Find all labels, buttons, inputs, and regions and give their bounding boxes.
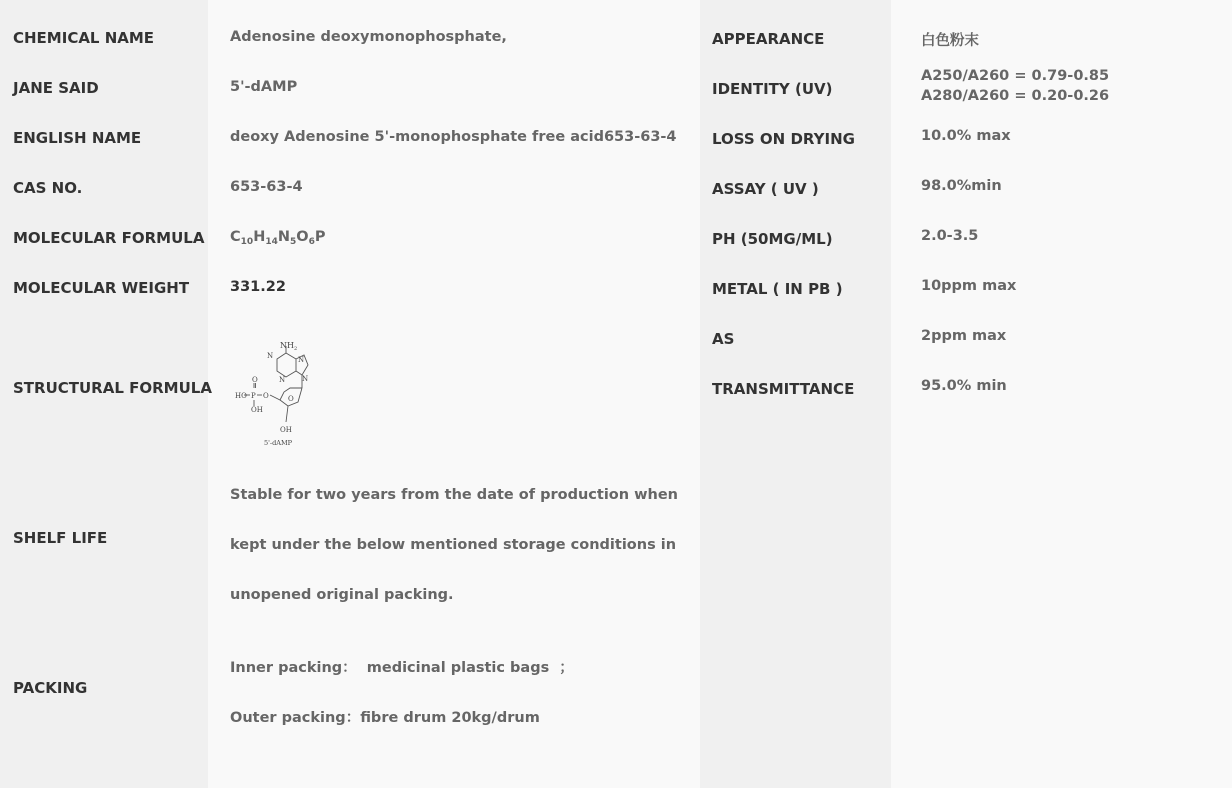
shelf-life-label: SHELF LIFE [13, 529, 108, 547]
jane-said-value: 5'-dAMP [230, 79, 298, 95]
shelf-life-value: Stable for two years from the date of production when kept under the below mentioned storage conditions in unopened original packing. [230, 487, 679, 603]
outer-packing-value: Outer packing：fibre drum 20kg/drum [230, 710, 540, 726]
molecular-formula-label: MOLECULAR FORMULA [13, 229, 205, 247]
appearance-label: APPEARANCE [712, 30, 825, 48]
structure-p-text: P [251, 392, 256, 400]
structure-oh1-text: OH [251, 406, 263, 414]
identity-line-2: A280/A260 = 0.20-0.26 [921, 88, 1110, 104]
cas-no-value: 653-63-4 [230, 179, 303, 195]
molecular-weight-value: 331.22 [230, 279, 286, 295]
metal-label: METAL ( IN PB ) [712, 280, 843, 298]
identity-line-1: A250/A260 = 0.79-0.85 [921, 68, 1110, 84]
chemical-name-value: Adenosine deoxymonophosphate, [230, 29, 507, 45]
right-value-column [891, 0, 1232, 788]
structure-n4-text: N [302, 375, 309, 383]
structure-n1-text: N [267, 352, 274, 360]
structure-double-o-text: O [252, 376, 258, 384]
assay-label: ASSAY ( UV ) [712, 180, 819, 198]
structure-n3-text: N [279, 376, 286, 384]
identity-label: IDENTITY (UV) [712, 80, 833, 98]
cas-no-label: CAS NO. [13, 179, 83, 197]
assay-value: 98.0%min [921, 178, 1002, 194]
structure-n2-text: N [298, 356, 305, 364]
molecular-formula-value: $C_{10}H_{14}N_5O_6P$ [230, 229, 326, 247]
transmittance-value: 95.0% min [921, 378, 1007, 394]
loss-on-drying-label: LOSS ON DRYING [712, 130, 855, 148]
structure-ring-o-text: O [288, 395, 294, 403]
packing-label: PACKING [13, 679, 88, 697]
structure-nh2-text: $NH_2$ [280, 341, 298, 352]
jane-said-label: JANE SAID [13, 79, 99, 97]
english-name-label: ENGLISH NAME [13, 129, 142, 147]
metal-value: 10ppm max [921, 278, 1017, 294]
structural-formula-label: STRUCTURAL FORMULA [13, 379, 212, 397]
english-name-value: deoxy Adenosine 5'-monophosphate free acid653-63-4 [230, 129, 677, 145]
chemical-name-label: CHEMICAL NAME [13, 29, 155, 47]
as-value: 2ppm max [921, 328, 1007, 344]
structural-formula-image [232, 338, 332, 450]
molecular-weight-label: MOLECULAR WEIGHT [13, 279, 190, 297]
appearance-value: 白色粉末 [921, 33, 979, 49]
structure-ho-text: HO [235, 392, 247, 400]
identity-value [921, 66, 1109, 106]
ph-label: PH (50MG/ML) [712, 230, 833, 248]
structure-caption: 5'-dAMP [264, 439, 293, 447]
structure-ester-o-text: O [263, 392, 269, 400]
as-label: AS [712, 330, 735, 348]
structure-oh2-text: OH [280, 426, 292, 434]
loss-on-drying-value: 10.0% max [921, 128, 1011, 144]
transmittance-label: TRANSMITTANCE [712, 380, 855, 398]
inner-packing-value: Inner packing： medicinal plastic bags ； [230, 660, 574, 676]
ph-value: 2.0-3.5 [921, 228, 979, 244]
